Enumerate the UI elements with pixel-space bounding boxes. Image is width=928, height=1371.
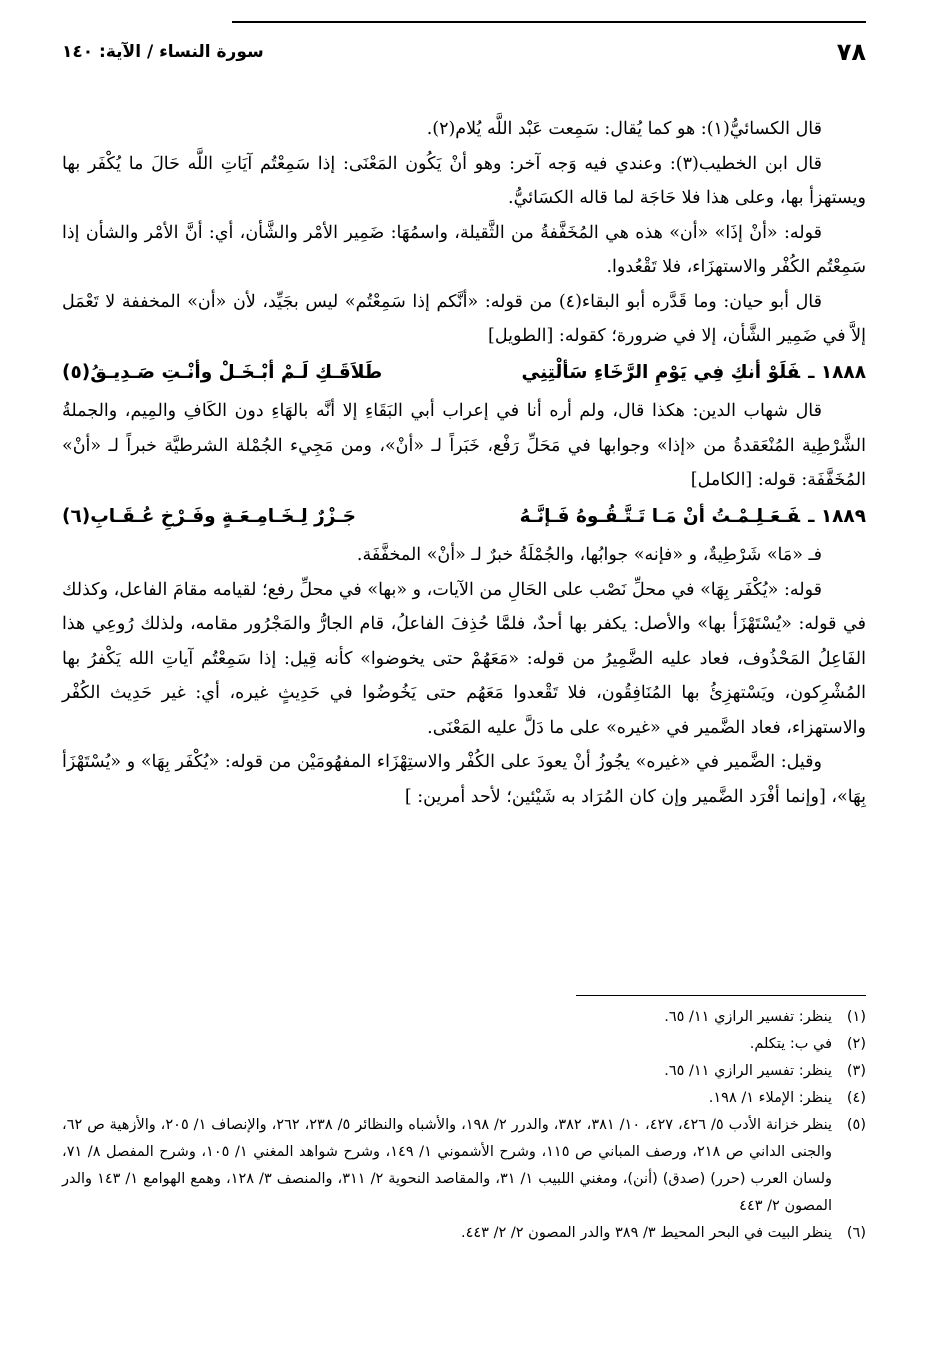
main-text: [62, 112, 866, 814]
footnote: [62, 1220, 866, 1247]
verse-number: ١٨٨٩ ـ: [808, 505, 866, 527]
paragraph: قال أبو حيان: وما قَدَّره أبو البقاء(٤) من قوله: «أنَّكم إذا سَمِعْتُم» ليس بجَيِّد، لأن «أن» المخففة لا تَعْمَل إلاَّ في ضَمِير الشَّأن، إلا في ضرورة؛ كقوله: [الطويل]: [62, 291, 866, 346]
footnote-text: ينظر: تفسير الرازي ١١/ ٦٥.: [664, 1009, 832, 1025]
paragraph: فـ «مَا» شَرْطِيةٌ، و «فإنه» جوابُها، والجُمْلَةُ خبرٌ لـ «أنْ» المخفَّفَة.: [356, 545, 822, 565]
poetry-verse: [62, 356, 866, 391]
verse-first-hemistich: ١٨٨٩ ـفَـعَـلِـمْـتُ أنْ مَـا تَـتَّـقُـوهُ فَـإنَّـهُ: [519, 505, 866, 527]
footnote-text: ينظر: الإملاء ١/ ١٩٨.: [708, 1090, 832, 1106]
footnote-text: في ب: يتكلم.: [749, 1036, 832, 1052]
footnotes: [62, 1004, 866, 1247]
header-rule: [232, 21, 866, 23]
footnote-separator: [576, 995, 866, 996]
paragraph: قال ابن الخطيب(٣): وعندي فيه وَجه آخر: وهو أنْ يَكُون المَعْنَى: إذا سَمِعْتُم آيَاتِ اللَّه حَالَ ما يُكْفَر بها ويستهزأ بها، وعلى هذا فلا حَاجَة لما قاله الكسَائيُّ.: [62, 153, 866, 208]
verse-number: ١٨٨٨ ـ: [808, 361, 866, 383]
footnote-number: (٦): [846, 1225, 866, 1241]
paragraph: قوله: «يُكْفَر بِهَا» في محلِّ نَصْب على الحَالِ من الآيات، و «بها» في محلِّ رفع؛ لقيامه مقامَ الفاعل، وكذلك في قوله: «يُسْتَهْزَأ بها» والأصل: يكفر بها أحدٌ، فلمَّا حُذِفَ الفاعلُ، قام الجارُّ والمَجْرُور مقامه، ولذلك رُوعِي هذا الفَاعِلُ المَحْذُوف، فعاد عليه الضَّمِيرُ من قوله: «مَعَهُمْ حتى يخوضوا» كأنه قِيل: إذا سَمِعْتُم آياتِ الله يَكْفرُ بها المُشْرِكون، ويَسْتهزِئُ بها المُنَافِقُون، فلا تَقْعدوا مَعَهُم حتى يَخُوضُوا في حَدِيثٍ غيره، أي: غير حَدِيث الكُفْر والاستهزاء، فعاد الضَّمير في «غيره» على ما دَلَّ عليه المَعْنَى.: [62, 579, 866, 738]
paragraph: قال الكسائيُّ(١): هو كما يُقال: سَمِعت عَبْد اللَّه يُلام(٢).: [426, 119, 822, 139]
footnote: [62, 1085, 866, 1112]
paragraph: قوله: «أنْ إذَا» «أن» هذه هي المُخَفَّفةُ من الثَّقيلة، واسمُهَا: ضَمِير الأمْر والشَّأن، أي: أنَّ الأمْر والشأن إذا سَمِعْتُم الكُفْر والاستهزَاء، فلا تَقْعُدوا.: [62, 222, 866, 277]
footnote-text: ينظر خزانة الأدب ٥/ ٤٢٦، ٤٢٧، ١٠/ ٣٨١، ٣٨٢، والدرر ٢/ ١٩٨، والأشباه والنظائر ٥/ ٢٣٨، ٢٦٢، والإنصاف ١/ ٢٠٥، والأزهية ص ٦٢، والجنى الداني ص ٢١٨، ورصف المباني ص ١١٥، وشرح الأشموني ١/ ١٤٩، وشرح شواهد المغني ١/ ١٠٥، وشرح المفصل ٨/ ٧١، ولسان العرب (حرر) (صدق) (أنن)، ومغني اللبيب ١/ ٣١، والمقاصد النحوية ٢/ ٣١١، والمنصف ٣/ ١٢٨، وهمع الهوامع ١/ ١٤٣ والدر المصون ٢/ ٤٤٣: [62, 1117, 833, 1214]
page-number: ٧٨: [836, 38, 866, 66]
footnote-number: (٢): [846, 1036, 866, 1052]
footnote-number: (٤): [846, 1090, 866, 1106]
page-header: [62, 38, 866, 72]
footnote-text: ينظر البيت في البحر المحيط ٣/ ٣٨٩ والدر المصون ٢/ ٢/ ٤٤٣.: [460, 1225, 832, 1241]
footnote: [62, 1031, 866, 1058]
footnote-number: (١): [846, 1009, 866, 1025]
footnote-text: ينظر: تفسير الرازي ١١/ ٦٥.: [664, 1063, 832, 1079]
poetry-verse: [62, 500, 866, 535]
paragraph: قال شهاب الدين: هكذا قال، ولم أره أنا في إعراب أبي البَقَاءِ إلا أنَّه بالهَاءِ دون الكَافِ والمِيم، والجملةُ الشَّرْطِية المُنْعَقدةُ من «إذا» وجوابها في مَحَلِّ رَفْع، خَبَراً لـ «أنْ»، ومن مَجِيء الجُمْلة الشرطيَّة خبراً لـ «أنْ» المُخَفَّفَة: قوله: [الكامل]: [62, 401, 866, 490]
paragraph: وقيل: الضَّمير في «غيره» يجُوزُ أنْ يعودَ على الكُفْر والاستِهْزَاء المفهُومَيْن من قوله: «يُكْفَر بِهَا» و «يُسْتَهْزَأ بِهَا»، [وإنما أفْرَد الضَّمير وإن كان المُرَاد به شَيْئين؛ لأحد أمرين: ]: [62, 752, 866, 807]
verse-second-hemistich: جَـزْرٌ لِـخَـامِـعَـةٍ وفَـرْخِ عُـقَـابِ(٦): [62, 505, 356, 527]
verse-first-hemistich: ١٨٨٨ ـفَلَوْ أنكِ فِي يَوْمِ الرَّخَاءِ سَألْتِنِي: [521, 361, 866, 383]
footnote: [62, 1058, 866, 1085]
footnote-number: (٣): [846, 1063, 866, 1079]
footnote: [62, 1004, 866, 1031]
verse-second-hemistich: طَلاَقَـكِ لَـمْ أبْـخَـلْ وأنْـتِ صَـدِيـقُ(٥): [62, 361, 383, 383]
running-title: سورة النساء / الآية: ١٤٠: [62, 42, 264, 62]
footnote-number: (٥): [846, 1117, 866, 1133]
footnote: [62, 1112, 866, 1220]
